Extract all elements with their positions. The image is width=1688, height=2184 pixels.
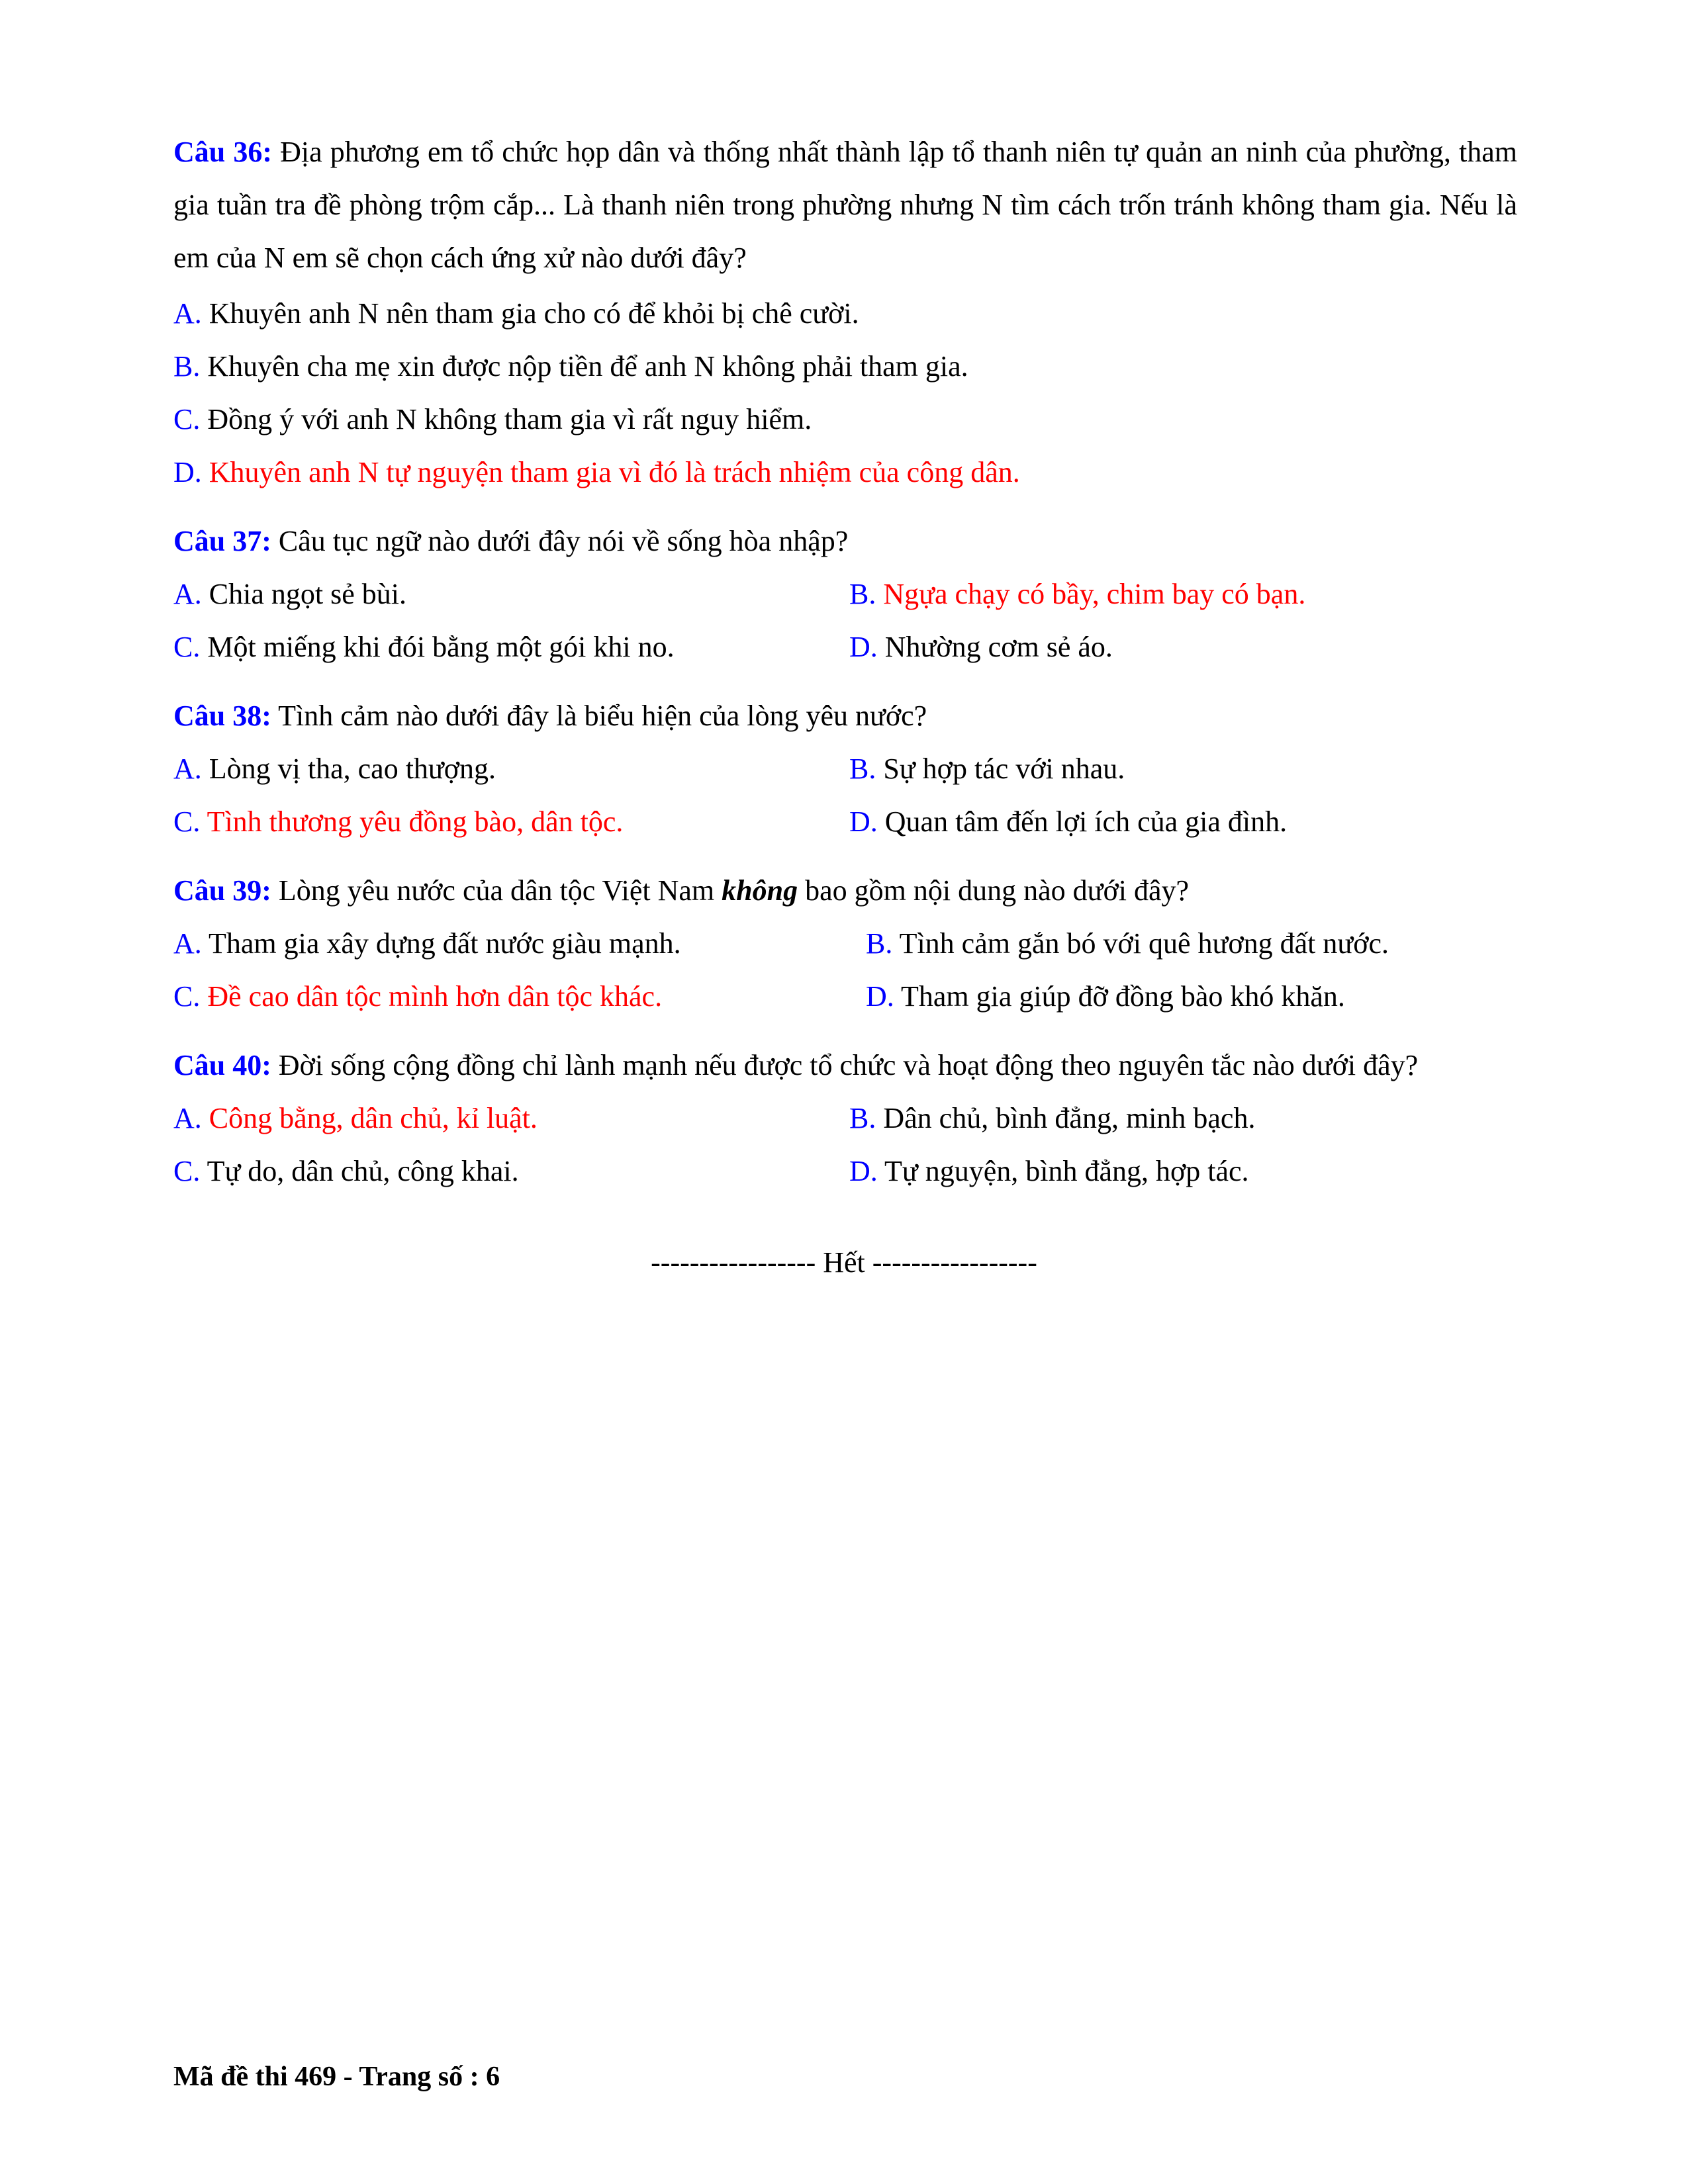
option-letter: C. <box>173 631 201 663</box>
question-38 <box>173 690 927 743</box>
option-text: Tình thương yêu đồng bào, dân tộc. <box>207 805 624 838</box>
option-text: Tự nguyện, bình đẳng, hợp tác. <box>884 1155 1249 1187</box>
option-d <box>849 796 1287 848</box>
option-letter: A. <box>173 297 202 330</box>
option-text: Một miếng khi đói bằng một gói khi no. <box>207 631 675 663</box>
option-c <box>173 621 675 674</box>
question-number: Câu 39: <box>173 874 271 907</box>
option-text: Nhường cơm sẻ áo. <box>884 631 1113 663</box>
question-36 <box>173 126 1517 285</box>
option-letter: C. <box>173 805 201 838</box>
option-text: Chia ngọt sẻ bùi. <box>209 578 406 610</box>
option-c <box>173 1145 519 1198</box>
option-text: Lòng vị tha, cao thượng. <box>209 752 496 785</box>
option-a <box>173 743 496 796</box>
option-b <box>866 917 1389 970</box>
option-letter: B. <box>849 578 876 610</box>
question-emphasis: không <box>722 874 798 907</box>
question-number: Câu 40: <box>173 1049 271 1081</box>
option-letter: D. <box>866 980 894 1013</box>
page-footer: Mã đề thi 469 - Trang số : 6 <box>173 2062 500 2092</box>
option-text: Tham gia xây dựng đất nước giàu mạnh. <box>209 927 681 960</box>
option-letter: C. <box>173 1155 201 1187</box>
option-text: Tham gia giúp đỡ đồng bào khó khăn. <box>901 980 1345 1013</box>
option-c <box>173 393 812 446</box>
option-text: Tình cảm gắn bó với quê hương đất nước. <box>899 927 1389 960</box>
option-d <box>866 970 1345 1023</box>
question-number: Câu 37: <box>173 525 271 557</box>
option-text: Đề cao dân tộc mình hơn dân tộc khác. <box>207 980 663 1013</box>
question-number: Câu 36: <box>173 136 273 168</box>
question-text: Tình cảm nào dưới đây là biểu hiện của lòng yêu nước? <box>278 700 927 732</box>
option-b <box>173 340 968 393</box>
option-text: Tự do, dân chủ, công khai. <box>207 1155 519 1187</box>
option-b-correct <box>849 568 1305 621</box>
option-letter: C. <box>173 403 201 435</box>
option-a <box>173 917 681 970</box>
option-text: Công bằng, dân chủ, kỉ luật. <box>209 1102 538 1134</box>
option-a <box>173 287 859 340</box>
option-d <box>849 1145 1249 1198</box>
option-text: Sự hợp tác với nhau. <box>883 752 1125 785</box>
option-c-correct <box>173 796 623 848</box>
option-letter: A. <box>173 927 202 960</box>
option-a-correct <box>173 1092 538 1145</box>
option-text: Đồng ý với anh N không tham gia vì rất nguy hiểm. <box>207 403 812 435</box>
option-text: Quan tâm đến lợi ích của gia đình. <box>884 805 1288 838</box>
question-37 <box>173 515 848 568</box>
question-text-end: bao gồm nội dung nào dưới đây? <box>805 874 1190 907</box>
question-number: Câu 38: <box>173 700 271 732</box>
option-letter: B. <box>866 927 893 960</box>
option-a <box>173 568 406 621</box>
option-c-correct <box>173 970 662 1023</box>
option-text: Ngựa chạy có bầy, chim bay có bạn. <box>883 578 1306 610</box>
question-text: Địa phương em tổ chức họp dân và thống nhất thành lập tổ thanh niên tự quản an ninh của phường, tham gia tuần tra đề phòng trộm cắp... Là thanh niên trong phường nhưng N tìm cách trốn tránh không tham gia. Nếu là em của N em sẽ chọn cách ứng xử nào dưới đây? <box>173 136 1517 274</box>
option-letter: C. <box>173 980 201 1013</box>
option-d <box>849 621 1113 674</box>
option-b <box>849 743 1125 796</box>
question-text: Đời sống cộng đồng chỉ lành mạnh nếu được tổ chức và hoạt động theo nguyên tắc nào dưới đây? <box>278 1049 1419 1081</box>
option-b <box>849 1092 1255 1145</box>
option-letter: D. <box>173 456 202 488</box>
option-letter: B. <box>849 752 876 785</box>
question-39 <box>173 864 1189 917</box>
option-letter: A. <box>173 1102 202 1134</box>
option-text: Khuyên anh N nên tham gia cho có để khỏi bị chê cười. <box>209 297 859 330</box>
option-letter: A. <box>173 578 202 610</box>
question-40 <box>173 1039 1418 1092</box>
question-text-start: Lòng yêu nước của dân tộc Việt Nam <box>278 874 715 907</box>
end-marker: ----------------- Hết ----------------- <box>651 1246 1037 1279</box>
option-text: Khuyên anh N tự nguyện tham gia vì đó là trách nhiệm của công dân. <box>209 456 1020 488</box>
option-letter: D. <box>849 1155 878 1187</box>
option-text: Dân chủ, bình đẳng, minh bạch. <box>883 1102 1256 1134</box>
option-letter: D. <box>849 805 878 838</box>
question-text: Câu tục ngữ nào dưới đây nói về sống hòa nhập? <box>278 525 849 557</box>
option-letter: B. <box>849 1102 876 1134</box>
option-letter: A. <box>173 752 202 785</box>
option-letter: D. <box>849 631 878 663</box>
option-d-correct <box>173 446 1020 499</box>
option-text: Khuyên cha mẹ xin được nộp tiền để anh N không phải tham gia. <box>207 350 968 383</box>
question-stem <box>173 126 1517 285</box>
option-letter: B. <box>173 350 201 383</box>
